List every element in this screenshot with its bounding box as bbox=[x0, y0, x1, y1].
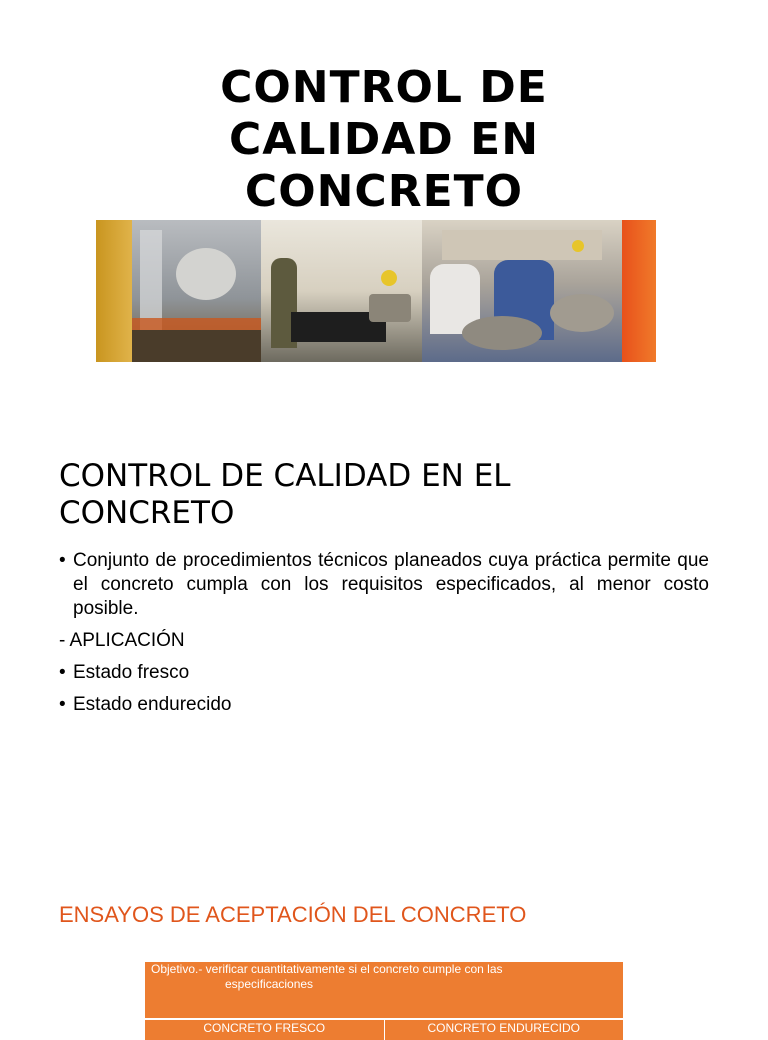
table-header-row bbox=[145, 1018, 623, 1040]
hardened-state-text: Estado endurecido bbox=[73, 694, 232, 715]
definition-text: Conjunto de procedimientos técnicos planeados cuya práctica permite que el concreto cumpla con los requisitos especificados, al menor costo posible. bbox=[73, 550, 709, 619]
slide-title-line: CONTROL DE bbox=[220, 62, 548, 113]
photo-concrete-mixer bbox=[132, 220, 261, 362]
slide-title-line: CONCRETO bbox=[244, 166, 524, 217]
fresh-state-text: Estado fresco bbox=[73, 662, 190, 683]
bullet-glyph: • bbox=[59, 550, 66, 571]
photo-slump-test bbox=[422, 220, 622, 362]
acceptance-tests-title: ENSAYOS DE ACEPTACIÓN DEL CONCRETO bbox=[59, 902, 527, 927]
bullet-list bbox=[59, 549, 709, 725]
acceptance-table bbox=[145, 962, 623, 1040]
bullet-glyph: • bbox=[59, 662, 66, 683]
objective-line: especificaciones bbox=[225, 977, 314, 991]
photo-orange-edge bbox=[622, 220, 656, 362]
bullet-item bbox=[59, 693, 709, 717]
objective-line: Objetivo.- verificar cuantitativamente si el concreto cumple con las bbox=[151, 962, 503, 976]
slide-title bbox=[0, 62, 768, 218]
column-fresh-concrete: CONCRETO FRESCO bbox=[145, 1020, 385, 1040]
photo-workers-molds bbox=[261, 220, 422, 362]
column-hardened-concrete: CONCRETO ENDURECIDO bbox=[427, 1021, 580, 1035]
section-heading-line: CONCRETO bbox=[59, 495, 235, 531]
section-heading-line: CONTROL DE CALIDAD EN EL bbox=[59, 458, 511, 494]
bullet-item bbox=[59, 661, 709, 685]
photo-gold-edge bbox=[96, 220, 132, 362]
application-label: - APLICACIÓN bbox=[59, 630, 185, 651]
bullet-glyph: • bbox=[59, 694, 66, 715]
bullet-item bbox=[59, 549, 709, 621]
slide-title-line: CALIDAD EN bbox=[228, 114, 540, 165]
construction-photo-collage bbox=[96, 220, 656, 362]
section-heading bbox=[59, 458, 719, 532]
objective-cell bbox=[145, 962, 623, 1018]
